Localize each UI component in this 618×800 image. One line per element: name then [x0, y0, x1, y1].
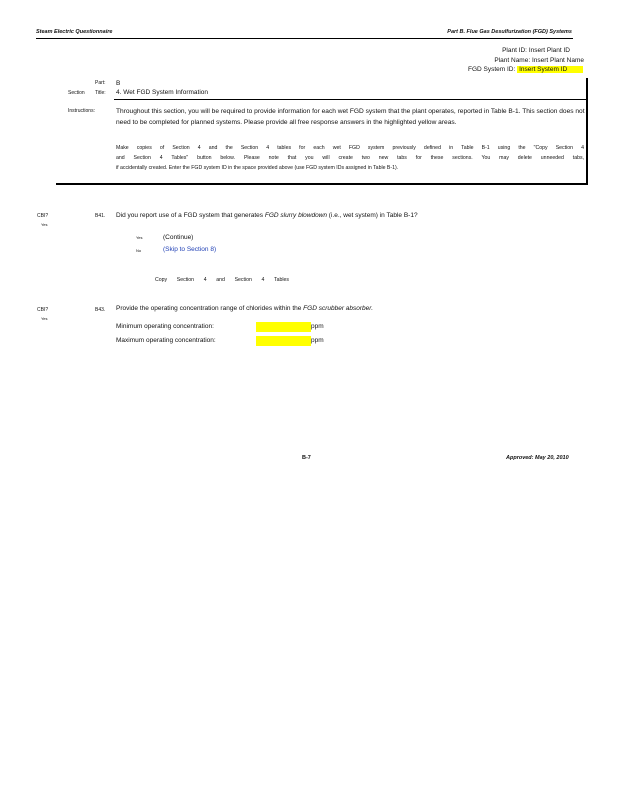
plant-name-row: [494, 57, 584, 64]
section-box-bottom-border: [56, 183, 588, 185]
q43-min-unit: ppm: [311, 323, 324, 330]
instructions-label: Instructions:: [68, 108, 95, 114]
part-title: Part B. Flue Gas Desulfurization (FGD) Systems: [447, 29, 572, 35]
q41-option-skip-radio[interactable]: No: [136, 248, 142, 253]
section-box-right-border: [586, 78, 588, 185]
q43-max-unit: ppm: [311, 337, 324, 344]
q41-text-post: (i.e., wet system) in Table B-1?: [327, 212, 418, 219]
approval-date: Approved: May 20, 2010: [506, 455, 569, 461]
q43-number: B43.: [95, 307, 106, 313]
q41-option-continue-radio[interactable]: Yes: [136, 235, 143, 240]
plant-name-label: Plant Name:: [494, 57, 531, 64]
q41-cbi-checkbox[interactable]: Yes: [41, 222, 48, 227]
fgd-system-id-label: FGD System ID:: [468, 66, 516, 73]
q43-max-input[interactable]: [256, 336, 311, 346]
plant-id-row: [502, 47, 570, 54]
section-label: Section: [68, 90, 85, 96]
copy-instructions-line-3: if accidentally created. Enter the FGD system ID in the space provided above (use FGD system IDs assigned in Table B-1).: [116, 165, 399, 171]
plant-id-label: Plant ID:: [502, 47, 527, 54]
plant-name-value[interactable]: Insert Plant Name: [531, 57, 584, 64]
fgd-system-id-input[interactable]: Insert System ID: [517, 66, 583, 73]
q43-max-label: Maximum operating concentration:: [116, 337, 216, 344]
q43-cbi-checkbox[interactable]: Yes: [41, 316, 48, 321]
q43-text-pre: Provide the operating concentration range of chlorides within the: [116, 305, 304, 312]
q43-text-italic: FGD scrubber absorber.: [303, 305, 374, 312]
copy-section-button[interactable]: Copy Section 4 and Section 4 Tables: [155, 277, 289, 283]
q41-text-italic: FGD slurry blowdown: [264, 212, 327, 219]
fgd-system-id-row: [468, 66, 583, 73]
instructions-text: Throughout this section, you will be required to provide information for each wet FGD system that the plant operates, reported in Table B-1. This section does not need to be completed for planned systems. Please provide all free response answers in the highlighted yellow areas.: [116, 108, 585, 126]
q41-text: [116, 212, 418, 219]
q43-text: [116, 305, 373, 312]
page-number: B-7: [302, 455, 311, 461]
title-label: Title:: [95, 90, 106, 96]
q41-text-pre: Did you report use of a FGD system that generates: [116, 212, 265, 219]
q43-min-input[interactable]: [256, 322, 311, 332]
part-value: B: [116, 80, 121, 87]
header-rule: [36, 38, 573, 39]
plant-id-value[interactable]: Insert Plant ID: [528, 47, 570, 54]
q41-cbi-label: CBI?: [37, 213, 49, 219]
q41-option-continue-label[interactable]: (Continue): [163, 234, 194, 241]
q41-number: B41.: [95, 213, 106, 219]
q43-cbi-label: CBI?: [37, 307, 49, 313]
questionnaire-title: Steam Electric Questionnaire: [36, 29, 113, 35]
part-label: Part:: [95, 80, 106, 86]
q41-option-skip-link[interactable]: (Skip to Section 8): [163, 246, 217, 253]
section-title: 4. Wet FGD System Information: [116, 89, 208, 96]
title-rule: [114, 99, 586, 100]
copy-instructions-line-1: Make copies of Section 4 and the Section 4 tables for each wet FGD system previously defined in Table B-1 using the "Copy Section 4: [116, 145, 584, 151]
copy-instructions-line-2: and Section 4 Tables" button below. Please note that you will create two new tabs for these sections. You may delete unneeded tabs,: [116, 155, 584, 161]
q43-min-label: Minimum operating concentration:: [116, 323, 214, 330]
